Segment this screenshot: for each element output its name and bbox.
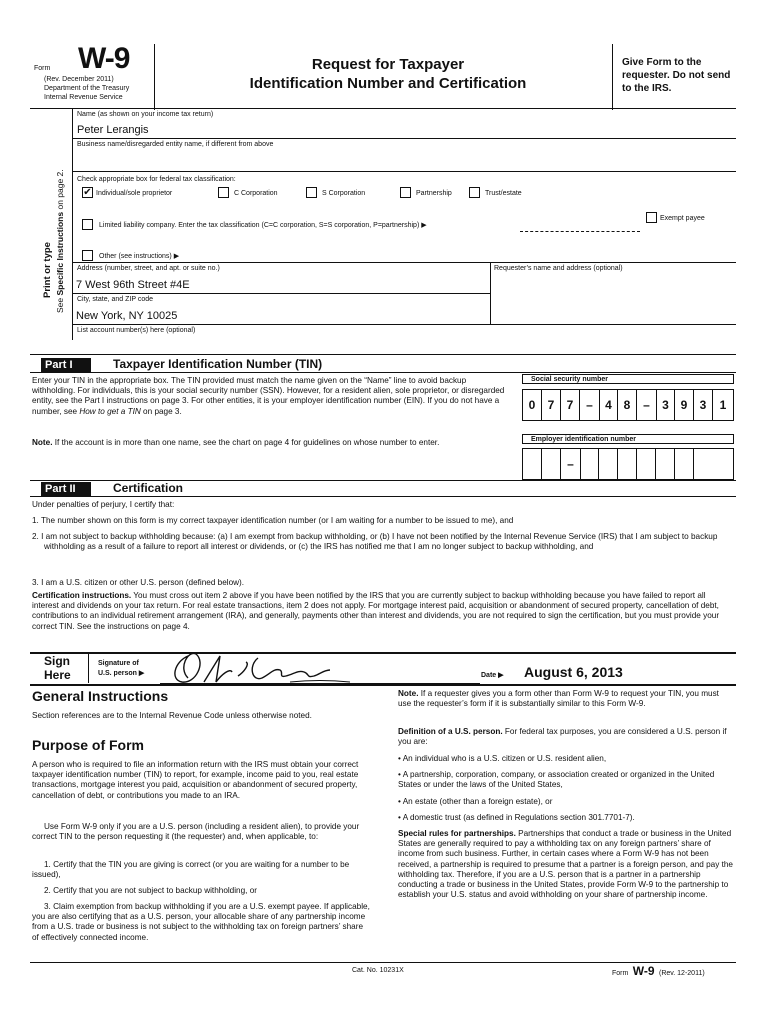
agency: Internal Revenue Service: [44, 94, 123, 101]
c-corporation-label: C Corporation: [234, 190, 278, 197]
part2-label: Part II: [41, 482, 91, 496]
part1-note-text: If the account is in more than one name, see the chart on page 4 for guidelines on whose number to enter.: [52, 438, 440, 447]
part2-title: Certification: [113, 481, 184, 495]
print-or-type-label: Print or type: [42, 242, 53, 298]
signature-image: [160, 648, 390, 688]
ein-field[interactable]: [522, 448, 734, 480]
date-label: Date ▶: [481, 672, 504, 679]
ein-digit: [580, 449, 599, 479]
side-label-suffix: on page 2.: [55, 169, 65, 212]
footer-revision: (Rev. 12-2011): [659, 970, 705, 977]
part1-note: [32, 438, 510, 448]
partnership-label: Partnership: [416, 190, 452, 197]
us-person-bullet: • An individual who is a U.S. citizen or U.S. resident alien,: [398, 754, 607, 763]
form-header: [30, 44, 736, 110]
part2-intro: Under penalties of perjury, I certify that:: [32, 500, 175, 509]
ein-digit: [599, 449, 618, 479]
trust-estate-checkbox[interactable]: [469, 187, 480, 198]
ssn-dash: –: [643, 398, 650, 412]
part1-note-label: Note.: [32, 438, 53, 447]
ein-digit: [656, 449, 675, 479]
side-label-prefix: See: [55, 295, 65, 313]
individual-label: Individual/sole proprietor: [96, 190, 173, 197]
catalog-number: Cat. No. 10231X: [352, 967, 404, 974]
ssn-digit: 3: [694, 390, 713, 420]
general-instructions-heading: General Instructions: [32, 688, 169, 704]
part1-instructions: [32, 376, 510, 417]
form-label: Form: [34, 65, 51, 72]
ssn-dash: –: [586, 398, 593, 412]
give-form-instruction: Give Form to the requester. Do not send to the IRS.: [622, 57, 731, 94]
requester-form-note: [398, 689, 734, 709]
exempt-payee-label: Exempt payee: [660, 215, 705, 222]
note-text: If a requester gives you a form other than Form W-9 to request your TIN, you must use the requester’s form if it is substantially similar to this Form W-9.: [398, 689, 719, 709]
requester-label: Requester’s name and address (optional): [494, 265, 623, 272]
ein-label: Employer identification number: [522, 434, 734, 444]
ein-dash: –: [567, 457, 574, 471]
account-numbers-field[interactable]: [77, 337, 732, 351]
ssn-digit: 8: [618, 390, 637, 420]
cert-item-1: 1. The number shown on this form is my correct taxpayer identification number (or I am waiting for a number to be issued to me), and: [32, 516, 514, 525]
partnership-checkbox[interactable]: [400, 187, 411, 198]
form-title-line1: Request for Taxpayer: [311, 56, 465, 73]
ein-digit: [694, 449, 713, 479]
ssn-digit: 4: [599, 390, 618, 420]
ssn-label: Social security number: [522, 374, 734, 384]
us-person-bullet: • A partnership, corporation, company, or association created or organized in the United States or under the laws of the United States,: [398, 770, 715, 790]
ssn-digit: 7: [561, 390, 580, 420]
requester-field[interactable]: [494, 276, 734, 322]
cert-item-3: 3. I am a U.S. citizen or other U.S. person (defined below).: [32, 578, 245, 587]
purpose-p2: Use Form W-9 only if you are a U.S. person (including a resident alien), to provide your correct TIN to the person requesting it (the requester) and, when applicable, to:: [32, 822, 360, 842]
part1-label: Part I: [41, 358, 91, 372]
signature-label-line1: Signature of: [98, 660, 139, 667]
city-label: City, state, and ZIP code: [77, 296, 154, 303]
footer-form-id: [612, 962, 705, 980]
cert-item-2: 2. I am not subject to backup withholding because: (a) I am exempt from backup withholding, or (b) I have not been notified by the Internal Revenue Service (IRS) that I am subject to backup withholding as a result of a failure to report all interest or dividends, or (c) the IRS has notified me that I am no longer subject to backup withholding, and: [32, 532, 718, 552]
ssn-digit: 0: [523, 390, 542, 420]
us-person-label: Definition of a U.S. person.: [398, 727, 503, 736]
purpose-list-3: 3. Claim exemption from backup withholding if you are a U.S. exempt payee. If applicable, you are also certifying that as a U.S. person, your allocable share of any partnership income from a U.S. trade or business is not subject to the withholding tax on foreign partners’ share of effectively connected income.: [32, 902, 370, 942]
how-to-get-tin-ref: How to get a TIN: [79, 406, 141, 416]
signature-label-line2: U.S. person ▶: [98, 670, 145, 677]
us-person-definition: [398, 727, 734, 747]
us-person-bullet: • A domestic trust (as defined in Regulations section 301.7701-7).: [398, 813, 635, 822]
s-corporation-label: S Corporation: [322, 190, 366, 197]
department: Department of the Treasury: [44, 85, 130, 92]
other-checkbox[interactable]: [82, 250, 93, 261]
purpose-p1: A person who is required to file an information return with the IRS must obtain your correct taxpayer identification number (TIN) to report, for example, income paid to you, real estate transactions, mortgage interest you paid, acquisition or abandonment of secured property, cancellation of debt, or contributions you made to an IRA.: [32, 760, 359, 800]
llc-label: Limited liability company. Enter the tax classification (C=C corporation, S=S corporation, P=partnership) ▶: [99, 222, 427, 229]
address-field[interactable]: 7 West 96th Street #4E: [76, 279, 190, 291]
c-corporation-checkbox[interactable]: [218, 187, 229, 198]
note-label: Note.: [398, 689, 419, 698]
form-number: W-9: [78, 42, 130, 75]
account-numbers-label: List account number(s) here (optional): [77, 327, 196, 334]
part1-title: Taxpayer Identification Number (TIN): [113, 357, 323, 371]
s-corporation-checkbox[interactable]: [306, 187, 317, 198]
tax-classification-label: Check appropriate box for federal tax classification:: [77, 176, 236, 183]
ssn-digit: 1: [719, 398, 727, 412]
address-label: Address (number, street, and apt. or suite no.): [77, 265, 220, 272]
part1-text: Enter your TIN in the appropriate box. The TIN provided must match the name given on the “Name” line to avoid backup withholding. For individuals, this is your social security number (SSN). However, for a resident alien, sole proprietor, or disregarded entity, see the Part I instructions on page 3. For other entities, it is your employer identification number (EIN). If you do not have a number, see: [32, 376, 505, 416]
here-label: Here: [44, 668, 71, 682]
part1-text-end: on page 3.: [140, 406, 182, 416]
other-label: Other (see instructions) ▶: [99, 253, 180, 260]
llc-classification-field[interactable]: [520, 222, 640, 232]
us-person-bullet: • An estate (other than a foreign estate), or: [398, 797, 553, 806]
cert-instructions-text: You must cross out item 2 above if you have been notified by the IRS that you are currently subject to backup withholding because you have failed to report all interest and dividends on your tax return. For real estate transactions, item 2 does not apply. For mortgage interest paid, acquisition or abandonment of secured property, cancellation of debt, contributions to an individual retirement arrangement (IRA), and generally, payments other than interest and dividends, you are not required to sign the certification, but you must provide your correct TIN. See the instructions on page 4.: [32, 591, 720, 631]
ein-digit: [542, 449, 561, 479]
individual-checkbox[interactable]: ✔: [83, 187, 92, 198]
purpose-list-2: 2. Certify that you are not subject to backup withholding, or: [44, 886, 257, 895]
sign-label: Sign: [44, 654, 70, 668]
ein-digit: [523, 449, 542, 479]
trust-estate-label: Trust/estate: [485, 190, 522, 197]
ssn-digit: 3: [656, 390, 675, 420]
exempt-payee-checkbox[interactable]: [646, 212, 657, 223]
ssn-field[interactable]: [522, 389, 734, 421]
business-name-field[interactable]: [77, 151, 732, 169]
ein-digit: [675, 449, 694, 479]
partnership-rules: [398, 829, 734, 900]
purpose-list-1: 1. Certify that the TIN you are giving is correct (or you are waiting for a number to be issued),: [32, 860, 350, 880]
business-name-label: Business name/disregarded entity name, if different from above: [77, 141, 274, 148]
footer-form-number: W-9: [632, 964, 655, 978]
purpose-heading: Purpose of Form: [32, 737, 145, 753]
ein-digit: [637, 449, 656, 479]
us-person-text: For federal tax purposes, you are considered a U.S. person if you are:: [398, 727, 727, 747]
cert-instructions-label: Certification instructions.: [32, 591, 132, 600]
name-field[interactable]: Peter Lerangis: [77, 124, 149, 136]
partnership-rules-text: Partnerships that conduct a trade or business in the United States are generally required to pay a withholding tax on any foreign partners’ share of income from such business. Further, in certain cases where a Form W-9 has not been received, a partnership is required to presume that a partner is a foreign person, and pay the withholding tax. Therefore, if you are a U.S. person that is a partner in a partnership conducting a trade or business in the United States, provide Form W-9 to the partnership to establish your U.S. status and avoid withholding on your share of partnership income.: [398, 829, 733, 900]
certification-instructions: [32, 591, 732, 632]
llc-checkbox[interactable]: [82, 219, 93, 230]
date-field[interactable]: August 6, 2013: [524, 664, 623, 680]
name-label: Name (as shown on your income tax return): [77, 111, 214, 118]
city-state-zip-field[interactable]: New York, NY 10025: [76, 310, 178, 322]
revision-date: (Rev. December 2011): [44, 76, 114, 83]
signature-field[interactable]: [160, 648, 390, 688]
ssn-digit: 7: [542, 390, 561, 420]
footer-form-label: Form: [612, 970, 629, 977]
form-title-line2: Identification Number and Certification: [249, 75, 527, 92]
partnership-rules-label: Special rules for partnerships.: [398, 829, 516, 838]
ssn-digit: 9: [675, 390, 694, 420]
general-instructions-text: Section references are to the Internal Revenue Code unless otherwise noted.: [32, 711, 312, 720]
side-label: [42, 98, 68, 338]
specific-instructions-label: Specific Instructions: [55, 211, 65, 296]
ein-digit: [618, 449, 637, 479]
